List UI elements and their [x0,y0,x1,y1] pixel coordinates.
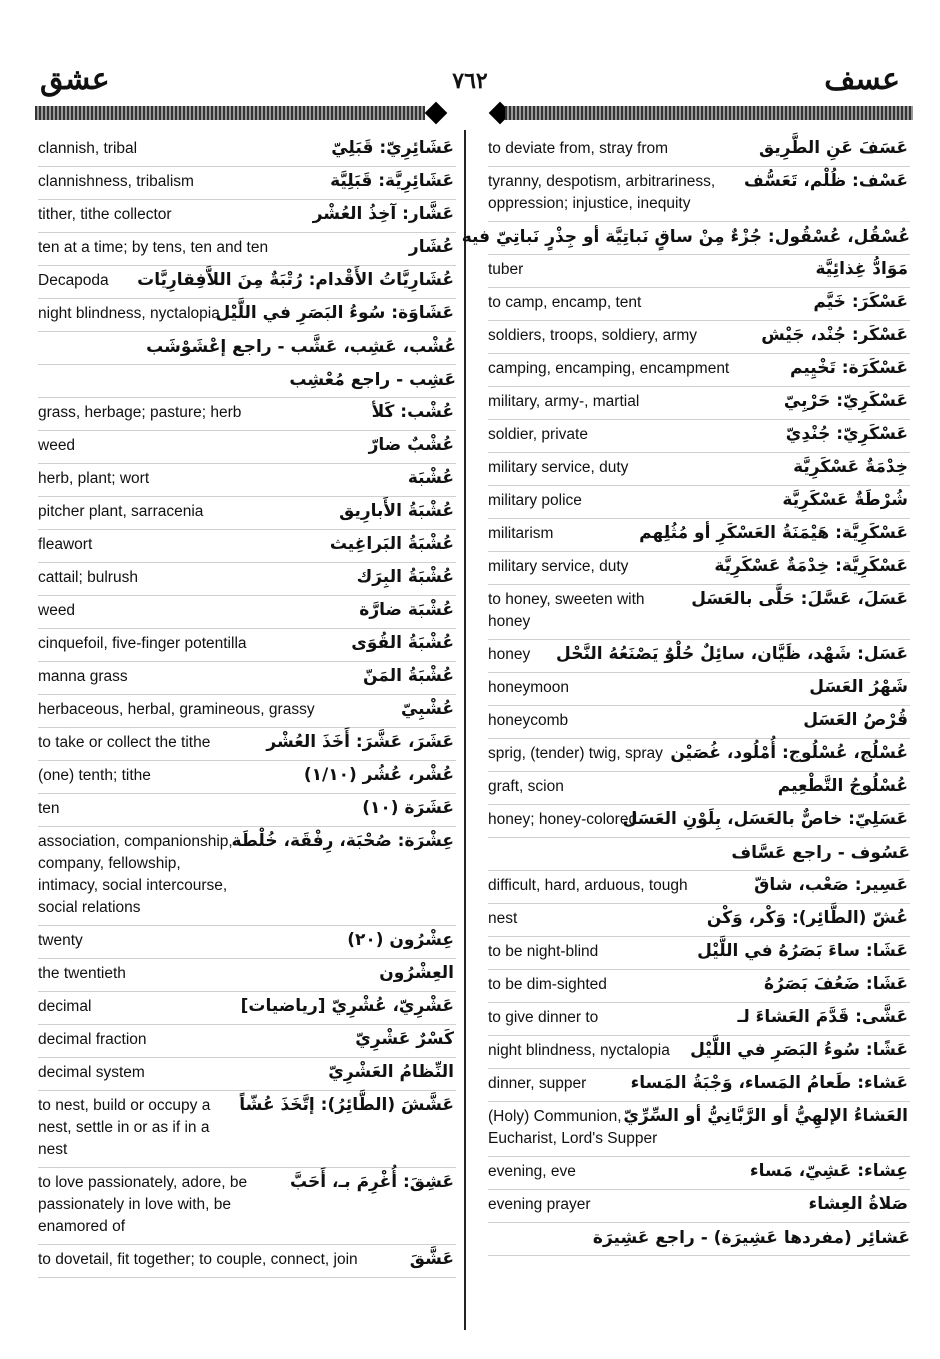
english-definition: honey [488,646,531,663]
dictionary-entry [488,167,910,222]
english-definition: militarism [488,525,554,542]
dictionary-entry [488,1223,910,1256]
dictionary-entry [38,1168,456,1245]
arabic-headword: عُسْقُل، عُسْقُول: جُزْءٌ مِنْ ساقٍ نَباتِيَّة أو جِذْرٍ نَباتِيّ فيه [461,227,910,247]
english-definition: to be night-blind [488,943,599,960]
dictionary-entry [38,1058,456,1091]
arabic-headword: عُشْبَة ضارَّة [359,600,454,620]
arabic-headword: عَسَلِيّ: خاصٌّ بالعَسَل، بِلَوْنِ العَسَل [622,809,908,829]
english-definition: clannishness, tribalism [38,173,194,190]
dictionary-entry [488,134,910,167]
english-definition: nest [488,910,518,927]
dictionary-entry [38,1025,456,1058]
english-definition: camping, encamping, encampment [488,360,730,377]
dictionary-entry [38,464,456,497]
english-definition: cattail; bulrush [38,569,138,586]
english-definition: to give dinner to [488,1009,599,1026]
arabic-headword: عُشْبَةُ المَنّ [363,666,454,686]
dictionary-entry [38,167,456,200]
dictionary-entry [488,805,910,838]
english-definition: graft, scion [488,778,564,795]
english-definition: weed [38,437,76,454]
dictionary-entry [488,288,910,321]
arabic-headword: عُشْبٌ ضارّ [368,435,454,455]
arabic-headword: عَشَائِرِيَّة: قَبَلِيَّة [330,171,454,191]
dictionary-entry [38,1245,456,1278]
dictionary-entry [38,233,456,266]
arabic-headword: عُشْبِيّ [400,699,454,719]
english-definition: tither, tithe collector [38,206,172,223]
english-definition: cinquefoil, five-finger potentilla [38,635,247,652]
dictionary-entry [38,695,456,728]
dictionary-entry [38,530,456,563]
arabic-headword: عَشَاوَة: سُوءُ البَصَرِ في اللَّيْل [215,303,454,323]
dictionary-entry [488,552,910,585]
english-definition: fleawort [38,536,93,553]
arabic-headword: عُشَار [408,237,454,257]
dictionary-entry [488,420,910,453]
arabic-headword: عُسْلُج، عُسْلُوج: أُمْلُود، غُصَيْن [670,743,908,763]
arabic-headword: قُرْصُ العَسَل [803,710,908,730]
english-definition: tyranny, despotism, arbitrariness, oppression; injustice, inequity [488,173,716,212]
english-definition: evening, eve [488,1163,576,1180]
english-definition: dinner, supper [488,1075,587,1092]
english-definition: tuber [488,261,524,278]
dictionary-entry [38,563,456,596]
dictionary-entry [488,453,910,486]
english-definition: clannish, tribal [38,140,138,157]
english-definition: honey; honey-colored [488,811,638,828]
english-definition: (one) tenth; tithe [38,767,151,784]
dictionary-entry [488,871,910,904]
dictionary-entry [488,1069,910,1102]
english-definition: sprig, (tender) twig, spray [488,745,663,762]
dictionary-entry [488,937,910,970]
arabic-headword: خِدْمَةٌ عَسْكَرِيَّة [793,457,908,477]
dictionary-entry [488,772,910,805]
dictionary-entry [488,1190,910,1223]
dictionary-entry [38,827,456,926]
arabic-headword: النِّظامُ العَشْرِيّ [328,1062,454,1082]
english-definition: association, companionship, company, fellowship, intimacy, social intercourse, social relations [38,833,233,916]
english-definition: (Holy) Communion, Eucharist, Lord's Supper [488,1108,658,1147]
english-definition: night blindness, nyctalopia [488,1042,670,1059]
arabic-headword: عَشاء: طَعامُ المَساء، وَجْبَةُ المَساء [630,1073,908,1093]
arabic-headword: عَسِير: صَعْب، شاقّ [754,875,908,895]
english-definition: to camp, encamp, tent [488,294,642,311]
dictionary-entry [38,497,456,530]
english-definition: manna grass [38,668,128,685]
header-keyword-left: عشق [40,62,110,97]
arabic-headword: عِشاء: عَشِيّ، مَساء [749,1161,908,1181]
arabic-headword: عَسُوف - راجع عَسَّاف [731,843,910,863]
english-definition: ten at a time; by tens, ten and ten [38,239,269,256]
arabic-headword: صَلاةُ العِشاء [808,1194,908,1214]
english-definition: to take or collect the tithe [38,734,211,751]
arabic-headword: عَسْف: ظُلْم، تَعَسُّف [743,171,908,191]
arabic-headword: عَشَا: ساءَ بَصَرُهُ في اللَّيْل [697,941,908,961]
arabic-headword: عَسْكَرَة: تَخْيِيم [790,358,908,378]
english-definition: decimal system [38,1064,145,1081]
column-divider [464,130,466,1330]
arabic-headword: عُسْلُوجُ التَّطْعِيم [777,776,908,796]
header-rule-right [505,106,913,120]
arabic-headword: عَشَّى: قَدَّمَ العَشاءَ لـ [737,1007,908,1027]
english-definition: to be dim-sighted [488,976,607,993]
arabic-headword: شَهْرُ العَسَل [809,677,908,697]
dictionary-entry [38,629,456,662]
arabic-headword: عَسْكَرَ: خَيَّم [813,292,908,312]
english-definition: herbaceous, herbal, gramineous, grassy [38,701,315,718]
dictionary-entry [38,959,456,992]
arabic-headword: عَسَفَ عَنِ الطَّرِيق [759,138,908,158]
english-definition: to nest, build or occupy a nest, settle in or as if in a nest [38,1097,211,1158]
dictionary-entry [488,486,910,519]
dictionary-entry [488,519,910,552]
english-definition: to dovetail, fit together; to couple, connect, join [38,1251,358,1268]
right-column [461,134,910,1256]
arabic-headword: عَشَائِرِيّ: قَبَلِيّ [331,138,454,158]
dictionary-entry [488,1102,910,1157]
dictionary-entry [38,332,456,365]
arabic-headword: عُشْبَةُ القُوَى [351,633,454,653]
arabic-headword: عَسْكَرِيَّة: خِدْمَةٌ عَسْكَرِيَّة [714,556,908,576]
arabic-headword: عَشَّقَ [409,1249,454,1269]
arabic-headword: عُشْر، عُشُر (١/١٠) [303,765,454,785]
dictionary-entry [38,1091,456,1168]
arabic-headword: العَشاءُ الإلهِيُّ أو الرَّبَّانِيُّ أو السِّرِّيّ [623,1106,908,1126]
arabic-headword: عَشَّشَ (الطَّائِرُ): إتَّخَذَ عُشّاً [239,1095,454,1115]
dictionary-entry [488,640,910,673]
dictionary-entry [488,706,910,739]
arabic-headword: عَشَا: ضَعُفَ بَصَرُهُ [764,974,908,994]
dictionary-entry [488,970,910,1003]
english-definition: Decapoda [38,272,109,289]
dictionary-entry [488,585,910,640]
dictionary-entry [38,299,456,332]
english-definition: weed [38,602,76,619]
dictionary-entry [38,398,456,431]
arabic-headword: عَشًا: سُوءُ البَصَرِ في اللَّيْل [690,1040,908,1060]
english-definition: military police [488,492,582,509]
dictionary-entry [38,431,456,464]
english-definition: honeycomb [488,712,569,729]
arabic-headword: عُشْب: كَلأ [371,402,454,422]
arabic-headword: عَسْكَرِيّ: حَرْبِيّ [783,391,908,411]
arabic-headword: عِشْرُون (٢٠) [347,930,454,950]
header-rule-left [35,106,425,120]
english-definition: twenty [38,932,83,949]
dictionary-entry [488,838,910,871]
english-definition: military, army-, martial [488,393,640,410]
dictionary-entry [488,739,910,772]
english-definition: military service, duty [488,558,629,575]
dictionary-entry [488,1003,910,1036]
english-definition: ten [38,800,60,817]
dictionary-entry [488,321,910,354]
english-definition: grass, herbage; pasture; herb [38,404,242,421]
arabic-headword: عُشْبَة [407,468,454,488]
arabic-headword: عُشّ (الطَّائِر): وَكْر، وَكْن [706,908,908,928]
english-definition: herb, plant; wort [38,470,150,487]
arabic-headword: عَشَرَة (١٠) [362,798,454,818]
dictionary-entry [488,1157,910,1190]
dictionary-entry [38,728,456,761]
dictionary-entry [488,354,910,387]
dictionary-entry [488,387,910,420]
english-definition: night blindness, nyctalopia [38,305,220,322]
arabic-headword: عَشِب - راجع مُعْشِب [289,370,456,390]
arabic-headword: العِشْرُون [379,963,454,983]
header-keyword-right: عسف [824,62,900,97]
dictionary-entry [38,134,456,167]
dictionary-entry [38,794,456,827]
english-definition: difficult, hard, arduous, tough [488,877,688,894]
arabic-headword: عُشْبَةُ البِرَك [356,567,454,587]
left-column [38,134,456,1278]
arabic-headword: عَسْكَر: جُنْد، جَيْش [761,325,908,345]
arabic-headword: عَسْكَرِيَّة: هَيْمَنَةُ العَسْكَرِ أو مُثُلِهم [639,523,908,543]
arabic-headword: مَوَادُّ غِذائِيَّة [815,259,908,279]
dictionary-entry [488,673,910,706]
dictionary-entry [38,926,456,959]
english-definition: soldiers, troops, soldiery, army [488,327,698,344]
english-definition: decimal fraction [38,1031,147,1048]
english-definition: to love passionately, adore, be passionately in love with, be enamored of [38,1174,248,1235]
arabic-headword: عَسْكَرِيّ: جُنْدِيّ [785,424,908,444]
arabic-headword: شُرْطَةٌ عَسْكَرِيَّة [782,490,908,510]
english-definition: to honey, sweeten with honey [488,591,645,630]
arabic-headword: عَشَرَ، عَشَّرَ: أَخَذَ العُشْر [266,732,454,752]
arabic-headword: عُشْبَةُ البَراغِيث [329,534,454,554]
english-definition: evening prayer [488,1196,591,1213]
english-definition: the twentieth [38,965,126,982]
dictionary-entry [38,761,456,794]
arabic-headword: عُشَارِيَّاتُ الأَقْدام: رُتْبَةٌ مِنَ اللاَّفِقارِيَّات [137,270,454,290]
dictionary-entry [38,596,456,629]
dictionary-entry [38,365,456,398]
english-definition: military service, duty [488,459,629,476]
arabic-headword: عَشَّار: آخِذُ العُشْر [312,204,454,224]
arabic-headword: عُشْب، عَشِب، عَشَّب - راجع إعْشَوْشَب [146,337,456,357]
dictionary-entry [488,904,910,937]
dictionary-entry [38,266,456,299]
page-number: ٧٦٢ [452,68,488,94]
arabic-headword: عَشِقَ: أُغْرِمَ بـ، أَحَبَّ [290,1172,454,1192]
arabic-headword: كَسْرٌ عَشْرِيّ [355,1029,454,1049]
arabic-headword: عِشْرَة: صُحْبَة، رِفْقَة، خُلْطَة [231,831,454,851]
dictionary-entry [461,222,910,255]
english-definition: pitcher plant, sarracenia [38,503,204,520]
english-definition: honeymoon [488,679,570,696]
english-definition: decimal [38,998,92,1015]
english-definition: soldier, private [488,426,588,443]
dictionary-entry [38,200,456,233]
arabic-headword: عَشائِر (مفردها عَشِيرَة) - راجع عَشِيرَة [592,1228,910,1248]
header-diamond-left [425,102,448,125]
arabic-headword: عَسَلَ، عَسَّلَ: حَلَّى بالعَسَل [691,589,908,609]
english-definition: to deviate from, stray from [488,140,669,157]
dictionary-entry [488,255,910,288]
arabic-headword: عَسَل: شَهْد، ظَيَّان، سائِلٌ حُلْوٌ يَصْنَعُهُ النَّحْل [556,644,908,664]
dictionary-entry [488,1036,910,1069]
dictionary-entry [38,662,456,695]
dictionary-entry [38,992,456,1025]
arabic-headword: عُشْبَةُ الأَبارِيق [339,501,454,521]
arabic-headword: عَشْرِيّ، عُشْرِيّ [رياضيات] [240,996,454,1016]
